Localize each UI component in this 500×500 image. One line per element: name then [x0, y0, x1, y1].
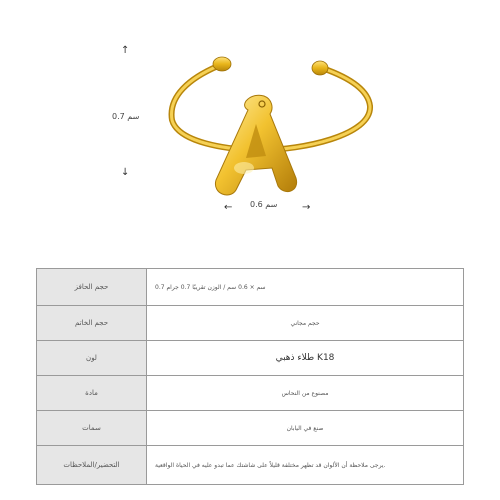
- spec-key: حجم الحافز: [37, 269, 147, 306]
- spec-table: [36, 268, 464, 485]
- spec-value: طلاء ذهبي K18: [147, 341, 464, 376]
- spec-key: مادة: [37, 376, 147, 411]
- arrow-left-icon: ←: [224, 202, 233, 213]
- table-row: [37, 446, 464, 485]
- spec-key: حجم الخاتم: [37, 306, 147, 341]
- table-row: [37, 376, 464, 411]
- ring-end-right: [312, 61, 328, 75]
- table-row: [37, 306, 464, 341]
- ring-end-left: [213, 57, 231, 71]
- spec-value: صنع في اليابان: [147, 411, 464, 446]
- width-dimension-label: 0.6 سم: [250, 200, 278, 209]
- arrow-up-icon: ↑: [121, 45, 130, 56]
- spec-value: حجم مجاني: [147, 306, 464, 341]
- height-dimension-label: 0.7 سم: [112, 112, 140, 121]
- spec-value: 0.7 سم × 0.6 سم / الوزن تقريبًا 0.7 جرام: [147, 269, 464, 306]
- table-row: [37, 341, 464, 376]
- table-row: [37, 269, 464, 306]
- spec-key: سمات: [37, 411, 147, 446]
- table-row: [37, 411, 464, 446]
- spec-key: التحضير/الملاحظات: [37, 446, 147, 485]
- spec-value: مصنوع من النحاس: [147, 376, 464, 411]
- arrow-right-icon: →: [302, 202, 311, 213]
- arrow-down-icon: ↓: [121, 167, 130, 178]
- spec-key: لون: [37, 341, 147, 376]
- spec-value: يرجى ملاحظة أن الألوان قد تظهر مختلفة قليلاً على شاشتك عما تبدو عليه في الحياة الواقعية.: [147, 446, 464, 485]
